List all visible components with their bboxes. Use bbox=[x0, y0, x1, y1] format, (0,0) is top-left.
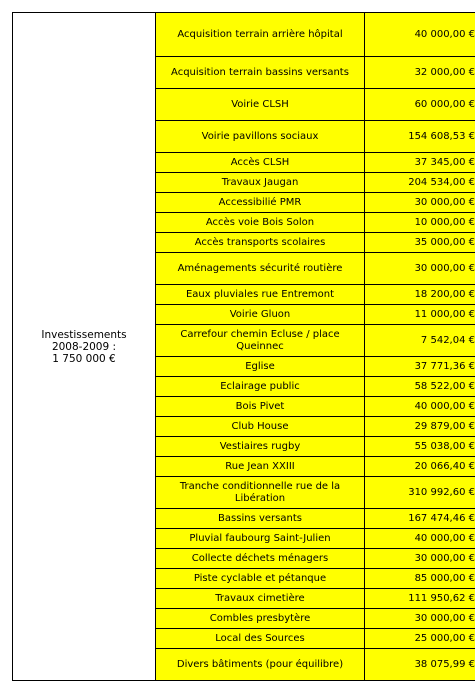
project-amount: 30 000,00 € bbox=[365, 253, 475, 285]
project-label: Aménagements sécurité routière bbox=[156, 253, 365, 285]
project-amount: 40 000,00 € bbox=[365, 397, 475, 417]
investment-table-body bbox=[13, 13, 475, 681]
project-amount: 35 000,00 € bbox=[365, 233, 475, 253]
project-label: Accessibilié PMR bbox=[156, 193, 365, 213]
project-label: Acquisition terrain bassins versants bbox=[156, 57, 365, 89]
group-label-line2: 2008-2009 : bbox=[51, 340, 117, 353]
project-label: Travaux cimetière bbox=[156, 589, 365, 609]
project-amount: 18 200,00 € bbox=[365, 285, 475, 305]
project-amount: 40 000,00 € bbox=[365, 13, 475, 57]
project-label: Collecte déchets ménagers bbox=[156, 549, 365, 569]
project-amount: 167 474,46 € bbox=[365, 509, 475, 529]
project-amount: 111 950,62 € bbox=[365, 589, 475, 609]
project-amount: 40 000,00 € bbox=[365, 529, 475, 549]
project-label: Eclairage public bbox=[156, 377, 365, 397]
project-label: Rue Jean XXIII bbox=[156, 457, 365, 477]
project-amount: 37 771,36 € bbox=[365, 357, 475, 377]
project-amount: 10 000,00 € bbox=[365, 213, 475, 233]
project-amount: 11 000,00 € bbox=[365, 305, 475, 325]
project-label: Tranche conditionnelle rue de la Libération bbox=[156, 477, 365, 509]
project-amount: 55 038,00 € bbox=[365, 437, 475, 457]
project-label: Pluvial faubourg Saint-Julien bbox=[156, 529, 365, 549]
project-label: Bassins versants bbox=[156, 509, 365, 529]
group-cell bbox=[13, 13, 156, 681]
project-amount: 32 000,00 € bbox=[365, 57, 475, 89]
project-amount: 20 066,40 € bbox=[365, 457, 475, 477]
project-amount: 58 522,00 € bbox=[365, 377, 475, 397]
investment-table bbox=[12, 12, 475, 681]
project-label: Travaux Jaugan bbox=[156, 173, 365, 193]
project-label: Combles presbytère bbox=[156, 609, 365, 629]
project-label: Acquisition terrain arrière hôpital bbox=[156, 13, 365, 57]
project-label: Accès transports scolaires bbox=[156, 233, 365, 253]
project-amount: 25 000,00 € bbox=[365, 629, 475, 649]
project-label: Voirie CLSH bbox=[156, 89, 365, 121]
group-label-line1: Investissements bbox=[41, 328, 127, 341]
project-amount: 30 000,00 € bbox=[365, 193, 475, 213]
project-label: Club House bbox=[156, 417, 365, 437]
project-amount: 60 000,00 € bbox=[365, 89, 475, 121]
table-row bbox=[13, 13, 475, 57]
project-amount: 38 075,99 € bbox=[365, 649, 475, 681]
project-label: Voirie pavillons sociaux bbox=[156, 121, 365, 153]
project-amount: 29 879,00 € bbox=[365, 417, 475, 437]
project-amount: 7 542,04 € bbox=[365, 325, 475, 357]
project-label: Piste cyclable et pétanque bbox=[156, 569, 365, 589]
project-label: Bois Pivet bbox=[156, 397, 365, 417]
project-label: Accès CLSH bbox=[156, 153, 365, 173]
project-label: Carrefour chemin Ecluse / place Queinnec bbox=[156, 325, 365, 357]
project-label: Eaux pluviales rue Entremont bbox=[156, 285, 365, 305]
project-label: Vestiaires rugby bbox=[156, 437, 365, 457]
group-label-line3: 1 750 000 € bbox=[52, 352, 116, 365]
project-amount: 204 534,00 € bbox=[365, 173, 475, 193]
project-label: Divers bâtiments (pour équilibre) bbox=[156, 649, 365, 681]
project-amount: 30 000,00 € bbox=[365, 549, 475, 569]
project-label: Eglise bbox=[156, 357, 365, 377]
project-amount: 85 000,00 € bbox=[365, 569, 475, 589]
project-label: Voirie Gluon bbox=[156, 305, 365, 325]
project-amount: 154 608,53 € bbox=[365, 121, 475, 153]
project-amount: 310 992,60 € bbox=[365, 477, 475, 509]
project-amount: 30 000,00 € bbox=[365, 609, 475, 629]
project-label: Accès voie Bois Solon bbox=[156, 213, 365, 233]
project-label: Local des Sources bbox=[156, 629, 365, 649]
project-amount: 37 345,00 € bbox=[365, 153, 475, 173]
